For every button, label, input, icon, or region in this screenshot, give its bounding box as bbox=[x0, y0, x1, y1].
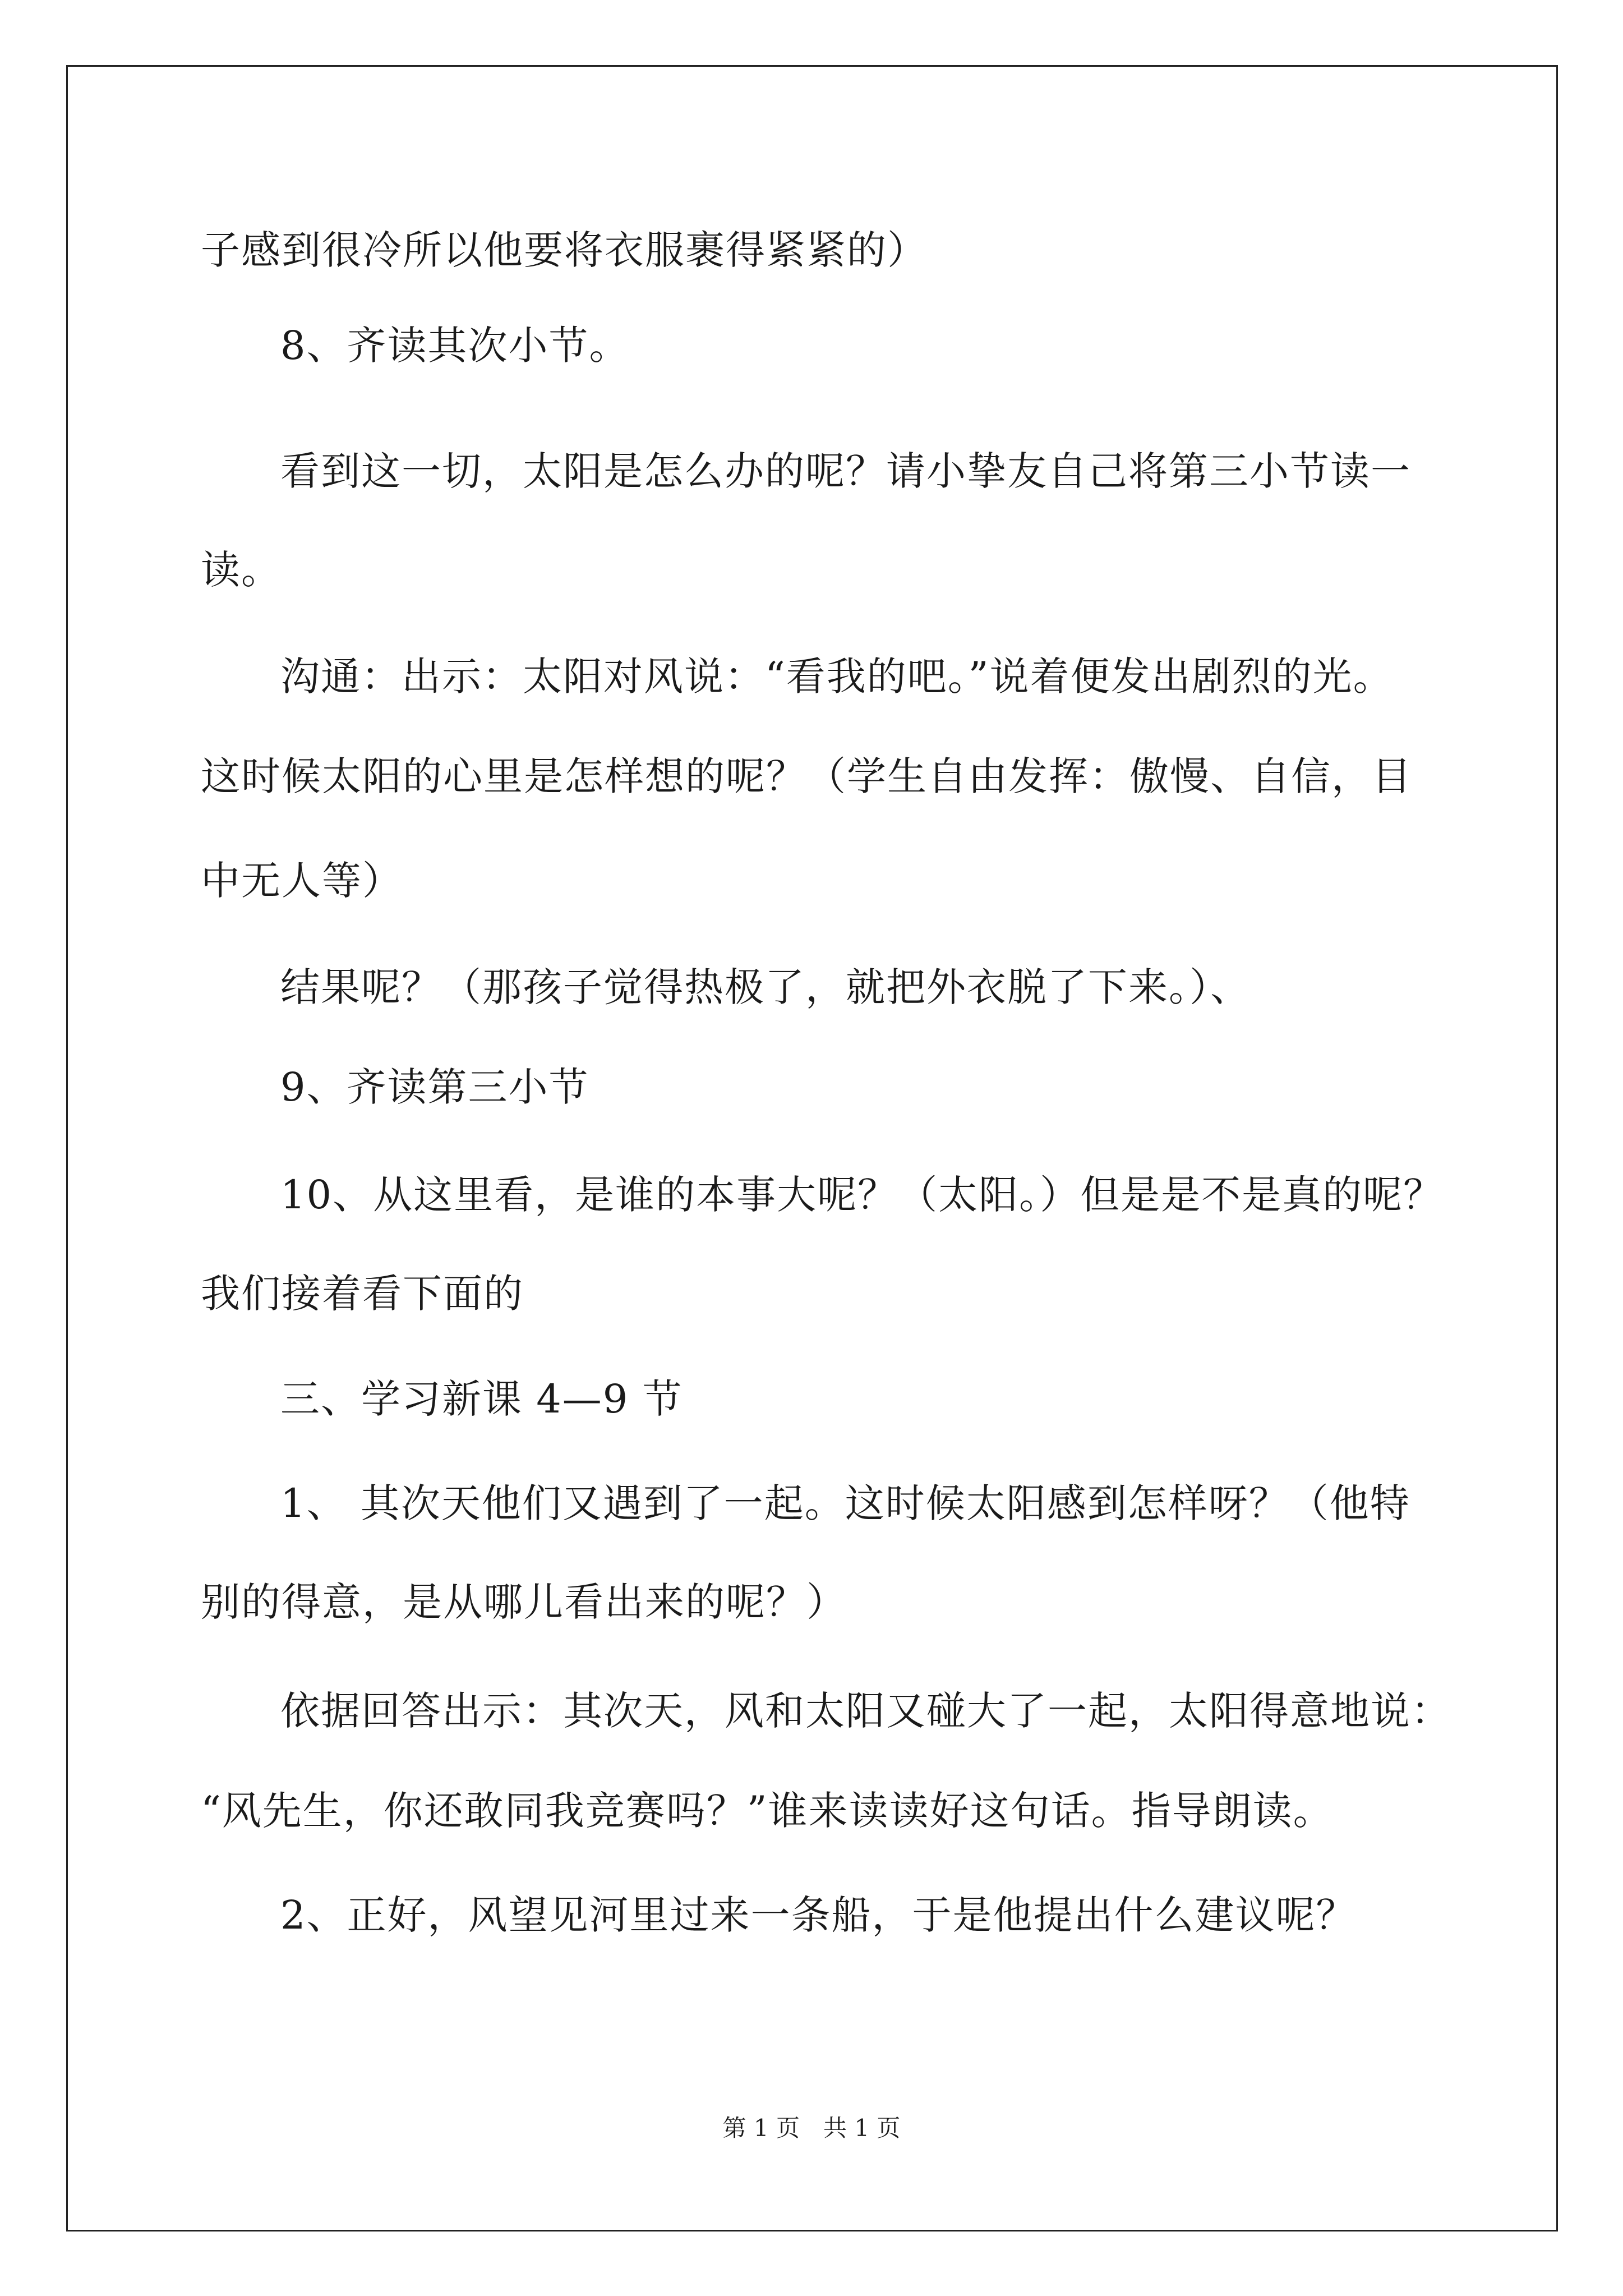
page-number-footer: 第 1 页 共 1 页 bbox=[722, 2114, 901, 2142]
text-line-5: 沟通：出示：太阳对风说：“看我的吧。”说着便发出剧烈的光。 bbox=[280, 654, 1394, 700]
text-line-11: 我们接着看下面的 bbox=[201, 1271, 524, 1317]
text-line-10: 10、从这里看，是谁的本事大呢？（太阳。）但是是不是真的呢？ bbox=[280, 1172, 1444, 1218]
text-line-12: 三、学习新课 4—9 节 bbox=[280, 1376, 683, 1422]
text-line-7: 中无人等） bbox=[201, 858, 403, 904]
text-line-13: 1、 其次天他们又遇到了一起。这时候太阳感到怎样呀？（他特 bbox=[280, 1480, 1410, 1526]
text-line-16: “风先生，你还敢同我竞赛吗？”谁来读读好这句话。指导朗读。 bbox=[201, 1788, 1334, 1834]
text-line-17: 2、正好，风望见河里过来一条船，于是他提出什么建议呢？ bbox=[280, 1892, 1357, 1938]
text-line-6: 这时候太阳的心里是怎样想的呢？（学生自由发挥：傲慢、自信，目 bbox=[201, 753, 1412, 799]
text-line-1: 子感到很冷所以他要将衣服裹得紧紧的） bbox=[201, 227, 928, 273]
text-line-15: 依据回答出示：其次天，风和太阳又碰大了一起，太阳得意地说： bbox=[280, 1688, 1451, 1734]
text-line-2: 8、齐读其次小节。 bbox=[280, 323, 630, 369]
text-line-9: 9、齐读第三小节 bbox=[280, 1064, 589, 1110]
text-line-14: 别的得意，是从哪儿看出来的呢？） bbox=[201, 1579, 847, 1625]
text-line-4: 读。 bbox=[201, 547, 282, 593]
text-line-3: 看到这一切，太阳是怎么办的呢？请小挚友自己将第三小节读一 bbox=[280, 448, 1411, 494]
text-line-8: 结果呢？（那孩子觉得热极了，就把外衣脱了下来。）、 bbox=[280, 964, 1251, 1010]
